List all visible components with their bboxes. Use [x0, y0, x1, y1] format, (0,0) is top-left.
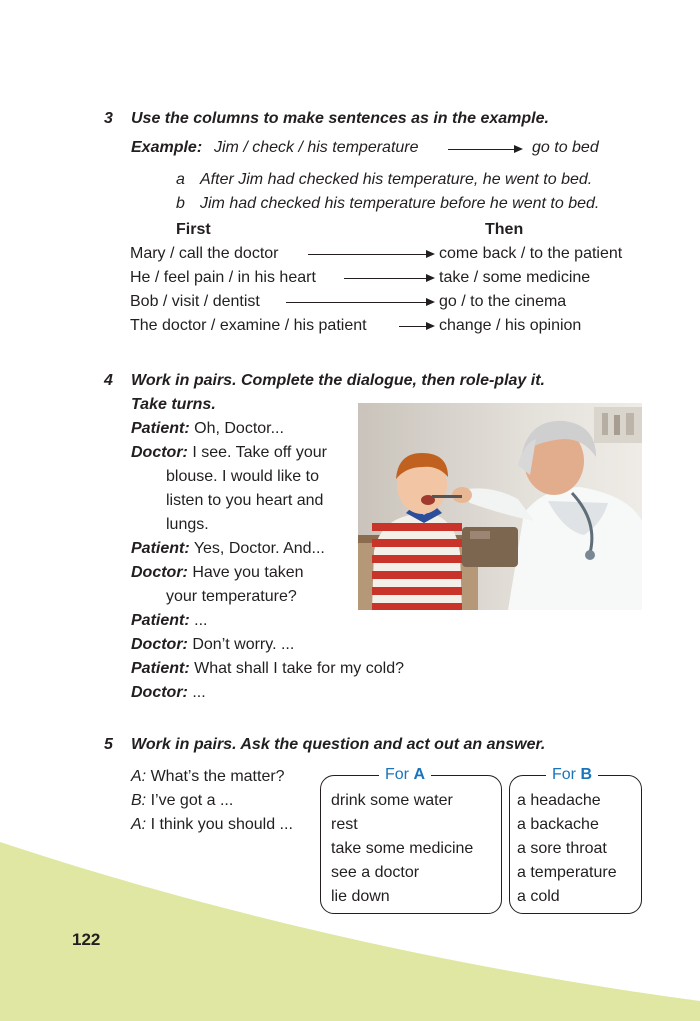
speaker-label: Doctor:: [131, 636, 188, 653]
exercise-4-instruction: Work in pairs. Complete the dialogue, then role-play it.: [131, 372, 545, 389]
row-3-first: Bob / visit / dentist: [130, 293, 260, 310]
example-then: go to bed: [532, 139, 599, 156]
box-b-item: a sore throat: [517, 840, 607, 857]
dialogue-continuation: your temperature?: [166, 588, 297, 605]
prompt-speaker: B:: [131, 792, 147, 809]
dialogue-line: [131, 417, 284, 441]
dialogue-line: [131, 537, 325, 561]
column-first-header: First: [176, 221, 211, 238]
dialogue-text: Don’t worry. ...: [192, 636, 295, 653]
speaker-label: Patient:: [131, 660, 190, 677]
example-first: Jim / check / his temperature: [214, 139, 419, 156]
dialogue-text: ...: [194, 612, 208, 629]
row-4-first: The doctor / examine / his patient: [130, 317, 367, 334]
dialogue-text: I see. Take off your: [192, 444, 327, 461]
answer-text-a: After Jim had checked his temperature, he went to bed.: [200, 171, 593, 188]
row-2-then: take / some medicine: [439, 269, 591, 286]
speaker-label: Doctor:: [131, 444, 188, 461]
box-a-item: lie down: [331, 888, 390, 905]
dialogue-line: [131, 657, 404, 681]
speaker-label: Doctor:: [131, 564, 188, 581]
box-b-item: a headache: [517, 792, 601, 809]
row-3-then: go / to the cinema: [439, 293, 567, 310]
example-label: Example:: [131, 139, 203, 156]
dialogue-line: [131, 561, 304, 585]
row-1-arrow: [308, 254, 433, 255]
answer-letter-b: b: [176, 195, 185, 212]
answer-text-b: Jim had checked his temperature before he went to bed.: [200, 195, 600, 212]
box-a-item: see a doctor: [331, 864, 420, 881]
box-a-item: take some medicine: [331, 840, 474, 857]
prompt-speaker: A:: [131, 768, 147, 785]
doctor-examining-boy-photo: [358, 403, 642, 610]
exercise-5-number: 5: [104, 736, 113, 753]
box-a-item: drink some water: [331, 792, 453, 809]
exercise-4-number: 4: [104, 372, 113, 389]
box-a-title: For A: [379, 764, 431, 786]
prompt-line: [131, 813, 293, 837]
speaker-label: Patient:: [131, 540, 190, 557]
box-b-item: a cold: [517, 888, 560, 905]
row-4-arrow: [399, 326, 433, 327]
row-2-first: He / feel pain / in his heart: [130, 269, 316, 286]
dialogue-continuation: blouse. I would like to: [166, 468, 319, 485]
dialogue-text: Yes, Doctor. And...: [193, 540, 325, 557]
dialogue-line: [131, 681, 206, 705]
page-number: 122: [72, 930, 101, 949]
row-2-arrow: [344, 278, 433, 279]
dialogue-line: [131, 609, 207, 633]
row-1-first: Mary / call the doctor: [130, 245, 279, 262]
row-4-then: change / his opinion: [439, 317, 582, 334]
box-b-item: a backache: [517, 816, 599, 833]
example-arrow: [448, 149, 521, 150]
prompt-text: What’s the matter?: [150, 768, 285, 785]
dialogue-text: ...: [192, 684, 206, 701]
box-a-item: rest: [331, 816, 358, 833]
speaker-label: Patient:: [131, 420, 190, 437]
prompt-line: [131, 765, 285, 789]
box-b-title: For B: [546, 764, 598, 786]
dialogue-text: Have you taken: [192, 564, 304, 581]
exercise-4-instruction-cont: Take turns.: [131, 396, 216, 413]
exercise-3-number: 3: [104, 110, 113, 127]
prompt-text: I think you should ...: [150, 816, 293, 833]
prompt-speaker: A:: [131, 816, 147, 833]
answer-letter-a: a: [176, 171, 185, 188]
exercise-3-instruction: Use the columns to make sentences as in the example.: [131, 110, 549, 127]
box-b-item: a temperature: [517, 864, 617, 881]
dialogue-continuation: listen to you heart and: [166, 492, 324, 509]
dialogue-text: Oh, Doctor...: [194, 420, 284, 437]
row-1-then: come back / to the patient: [439, 245, 623, 262]
column-then-header: Then: [485, 221, 524, 238]
prompt-line: [131, 789, 233, 813]
dialogue-continuation: lungs.: [166, 516, 209, 533]
exercise-5-instruction: Work in pairs. Ask the question and act out an answer.: [131, 736, 546, 753]
speaker-label: Doctor:: [131, 684, 188, 701]
row-3-arrow: [286, 302, 433, 303]
dialogue-text: What shall I take for my cold?: [194, 660, 404, 677]
dialogue-line: [131, 441, 327, 465]
dialogue-line: [131, 633, 294, 657]
prompt-text: I’ve got a ...: [150, 792, 234, 809]
speaker-label: Patient:: [131, 612, 190, 629]
